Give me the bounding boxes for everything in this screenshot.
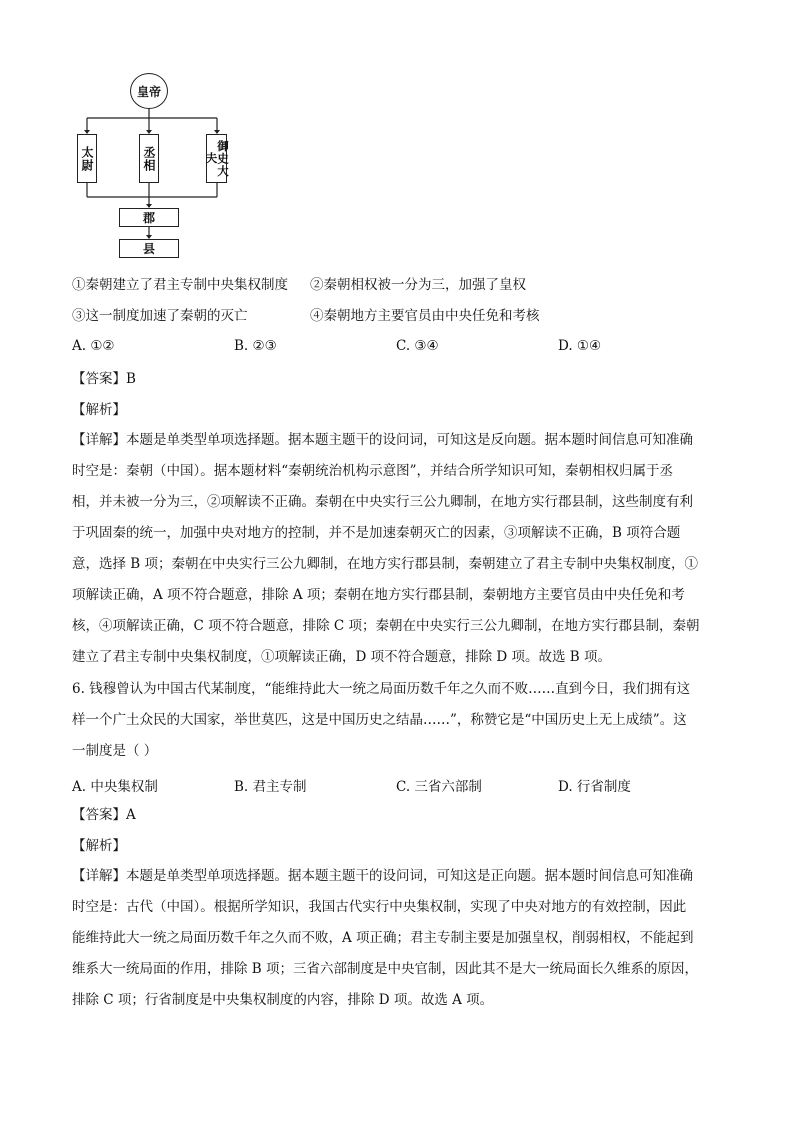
- q5-option-a[interactable]: A. ①②: [72, 338, 115, 354]
- q6-stem: [72, 674, 732, 767]
- statement-4: ④秦朝地方主要官员由中央任免和考核: [310, 308, 540, 324]
- q6-detail: [72, 861, 732, 1016]
- statement-3: ③这一制度加速了秦朝的灭亡: [72, 308, 248, 324]
- q5-detail-line: 【详解】本题是单类型单项选择题。据本题主题干的设问词，可知这是反向题。据本题时间信息可知准确: [72, 432, 693, 448]
- q5-detail: [72, 425, 732, 673]
- statement-1: ①秦朝建立了君主专制中央集权制度: [72, 277, 288, 293]
- q6-detail-line: 维系大一统局面的作用，排除 B 项；三省六部制度是中央官制，因此其不是大一统局面长久维系的原因，: [72, 961, 699, 977]
- yushi-label: 御史大夫: [204, 139, 230, 178]
- taiwei-node: [77, 134, 97, 183]
- qin-government-diagram: [70, 70, 240, 265]
- chengxiang-label: 丞相: [142, 145, 156, 172]
- q5-detail-line: 意，选择 B 项；秦朝在中央实行三公九卿制，在地方实行郡县制，秦朝建立了君主专制中央集权制度，①: [72, 556, 699, 572]
- jun-node: [119, 208, 179, 227]
- q5-detail-line: 核，④项解读正确，C 项不符合题意，排除 C 项；秦朝在中央实行三公九卿制，在地方实行郡县制，秦朝: [72, 618, 700, 634]
- q6-option-d[interactable]: D. 行省制度: [558, 779, 631, 795]
- q5-analysis-label: 【解析】: [72, 402, 126, 418]
- xian-label: 县: [142, 242, 155, 256]
- emperor-label: 皇帝: [136, 84, 161, 99]
- q5-detail-line: 建立了君主专制中央集权制度，①项解读正确，D 项不符合题意，排除 D 项。故选 B 项。: [72, 649, 612, 665]
- q5-detail-line: 时空是：秦朝（中国）。据本题材料“秦朝统治机构示意图”，并结合所学知识可知，秦朝相权归属于丞: [72, 463, 674, 479]
- yushi-node: [204, 134, 230, 183]
- q5-detail-line: 于巩固秦的统一，加强中央对地方的控制，并不是加速秦朝灭亡的因素，③项解读不正确，B 项符合题: [72, 525, 681, 541]
- emperor-node: [130, 73, 168, 109]
- q6-option-a[interactable]: A. 中央集权制: [72, 779, 158, 795]
- q6-option-c[interactable]: C. 三省六部制: [396, 779, 482, 795]
- q6-answer: 【答案】A: [72, 807, 136, 823]
- q6-option-b[interactable]: B. 君主专制: [234, 779, 307, 795]
- q5-option-c[interactable]: C. ③④: [396, 338, 439, 354]
- q6-detail-line: 能维持此大一统之局面历数千年之久而不败，A 项正确；君主专制主要是加强皇权，削弱相权，不能起到: [72, 930, 694, 946]
- q6-detail-line: 【详解】本题是单类型单项选择题。据本题主题干的设问词，可知这是正向题。据本题时间信息可知准确: [72, 868, 693, 884]
- q5-option-d[interactable]: D. ①④: [558, 338, 602, 354]
- q6-stem-line: 6. 钱穆曾认为中国古代某制度，“能维持此大一统之局面历数千年之久而不败……直到今日，我们拥有这: [72, 681, 691, 697]
- q6-detail-line: 时空是：古代（中国）。根据所学知识，我国古代实行中央集权制，实现了中央对地方的有效控制，因此: [72, 899, 687, 915]
- q5-detail-line: 相，并未被一分为三，②项解读不正确。秦朝在中央实行三公九卿制，在地方实行郡县制，这些制度有利: [72, 494, 693, 510]
- q6-analysis-label: 【解析】: [72, 838, 126, 854]
- q5-answer: 【答案】B: [72, 371, 136, 387]
- q6-stem-line: 样一个广土众民的大国家，举世莫匹，这是中国历史之结晶……”，称赞它是“中国历史上无上成绩”。这: [72, 712, 687, 728]
- q6-detail-line: 排除 C 项；行省制度是中央集权制度的内容，排除 D 项。故选 A 项。: [72, 992, 494, 1008]
- statement-2: ②秦朝相权被一分为三，加强了皇权: [310, 277, 526, 293]
- taiwei-label: 太尉: [80, 145, 94, 172]
- q5-detail-line: 项解读正确，A 项不符合题意，排除 A 项；秦朝在地方实行郡县制，秦朝地方主要官员由中央任免和考: [72, 587, 685, 603]
- jun-label: 郡: [142, 211, 155, 225]
- q6-stem-line: 一制度是（ ）: [72, 743, 158, 759]
- chengxiang-node: [139, 134, 159, 183]
- xian-node: [119, 239, 179, 258]
- q5-option-b[interactable]: B. ②③: [234, 338, 277, 354]
